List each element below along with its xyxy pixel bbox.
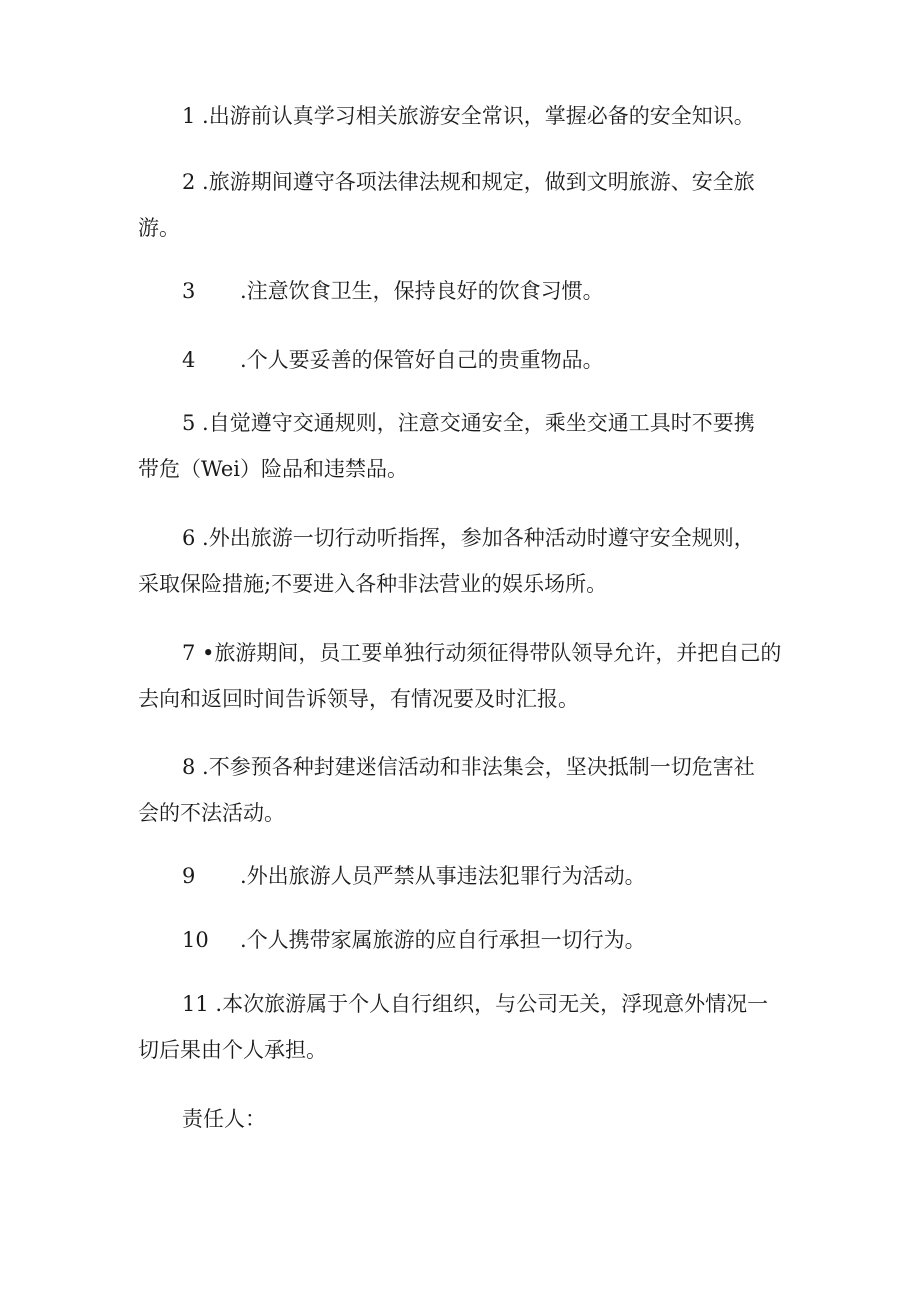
list-item	[138, 853, 798, 899]
list-item	[138, 93, 798, 139]
list-item	[138, 917, 798, 963]
item-line	[138, 981, 798, 1027]
item-text: 不参预各种封建迷信活动和非法集会，坚决抵制一切危害社	[208, 755, 755, 779]
item-separator: .	[195, 104, 209, 128]
item-separator: •	[195, 641, 215, 665]
list-item	[138, 337, 798, 383]
item-text: 旅游期间遵守各项法律法规和规定，做到文明旅游、安全旅	[208, 170, 755, 194]
item-line-continued: 采取保险措施;不要进入各种非法营业的娱乐场所。	[138, 572, 608, 596]
item-number: 2	[182, 170, 196, 194]
item-number: 9	[182, 864, 196, 888]
item-number: 3	[182, 279, 196, 303]
item-separator: .	[195, 170, 209, 194]
item-line	[138, 744, 798, 790]
item-separator: .	[208, 992, 223, 1016]
list-item	[138, 515, 798, 607]
item-number: 1	[182, 104, 196, 128]
item-text: 个人要妥善的保管好自己的贵重物品。	[246, 348, 604, 372]
item-line	[138, 93, 798, 139]
list-item	[138, 268, 798, 314]
item-number: 7	[182, 641, 196, 665]
item-line	[138, 853, 798, 899]
item-line-continued: 游。	[138, 216, 180, 240]
item-text: 注意饮食卫生，保持良好的饮食习惯。	[246, 279, 604, 303]
item-line-continued: 去向和返回时间告诉领导，有情况要及时汇报。	[138, 687, 579, 711]
item-text: 本次旅游属于个人自行组织，与公司无关，浮现意外情况一	[222, 992, 769, 1016]
item-line	[138, 630, 798, 676]
item-line-continued: 会的不法活动。	[138, 801, 285, 825]
item-line	[138, 515, 798, 561]
item-line-continued: 带危（Wei）险品和违禁品。	[138, 457, 409, 481]
item-text: 自觉遵守交通规则，注意交通安全，乘坐交通工具时不要携	[208, 411, 755, 435]
list-item	[138, 400, 798, 492]
item-line	[138, 159, 798, 205]
item-separator: .	[240, 279, 247, 303]
item-number: 11	[182, 992, 209, 1016]
item-separator: .	[240, 348, 247, 372]
item-number: 6	[182, 526, 196, 550]
item-text: 出游前认真学习相关旅游安全常识，掌握必备的安全知识。	[208, 104, 755, 128]
item-number: 4	[182, 348, 196, 372]
item-separator: .	[240, 928, 247, 952]
list-item	[138, 630, 798, 722]
item-separator: .	[195, 755, 209, 779]
item-number: 8	[182, 755, 196, 779]
item-text: 个人携带家属旅游的应自行承担一切行为。	[246, 928, 646, 952]
list-item	[138, 159, 798, 251]
item-separator: .	[195, 526, 209, 550]
item-line	[138, 917, 798, 963]
item-separator: .	[195, 411, 209, 435]
list-item	[138, 981, 798, 1073]
item-text: 旅游期间，员工要单独行动须征得带队领导允许，并把自己的	[214, 641, 782, 665]
list-item	[138, 744, 798, 836]
signature-label: 责任人：	[182, 1107, 266, 1131]
item-line	[138, 268, 798, 314]
item-number: 5	[182, 411, 196, 435]
item-text: 外出旅游一切行动听指挥，参加各种活动时遵守安全规则，	[208, 526, 755, 550]
item-line	[138, 400, 798, 446]
item-number: 10	[182, 928, 209, 952]
item-line	[138, 337, 798, 383]
item-text: 外出旅游人员严禁从事违法犯罪行为活动。	[246, 864, 646, 888]
item-separator: .	[240, 864, 247, 888]
item-line-continued: 切后果由个人承担。	[138, 1038, 327, 1062]
